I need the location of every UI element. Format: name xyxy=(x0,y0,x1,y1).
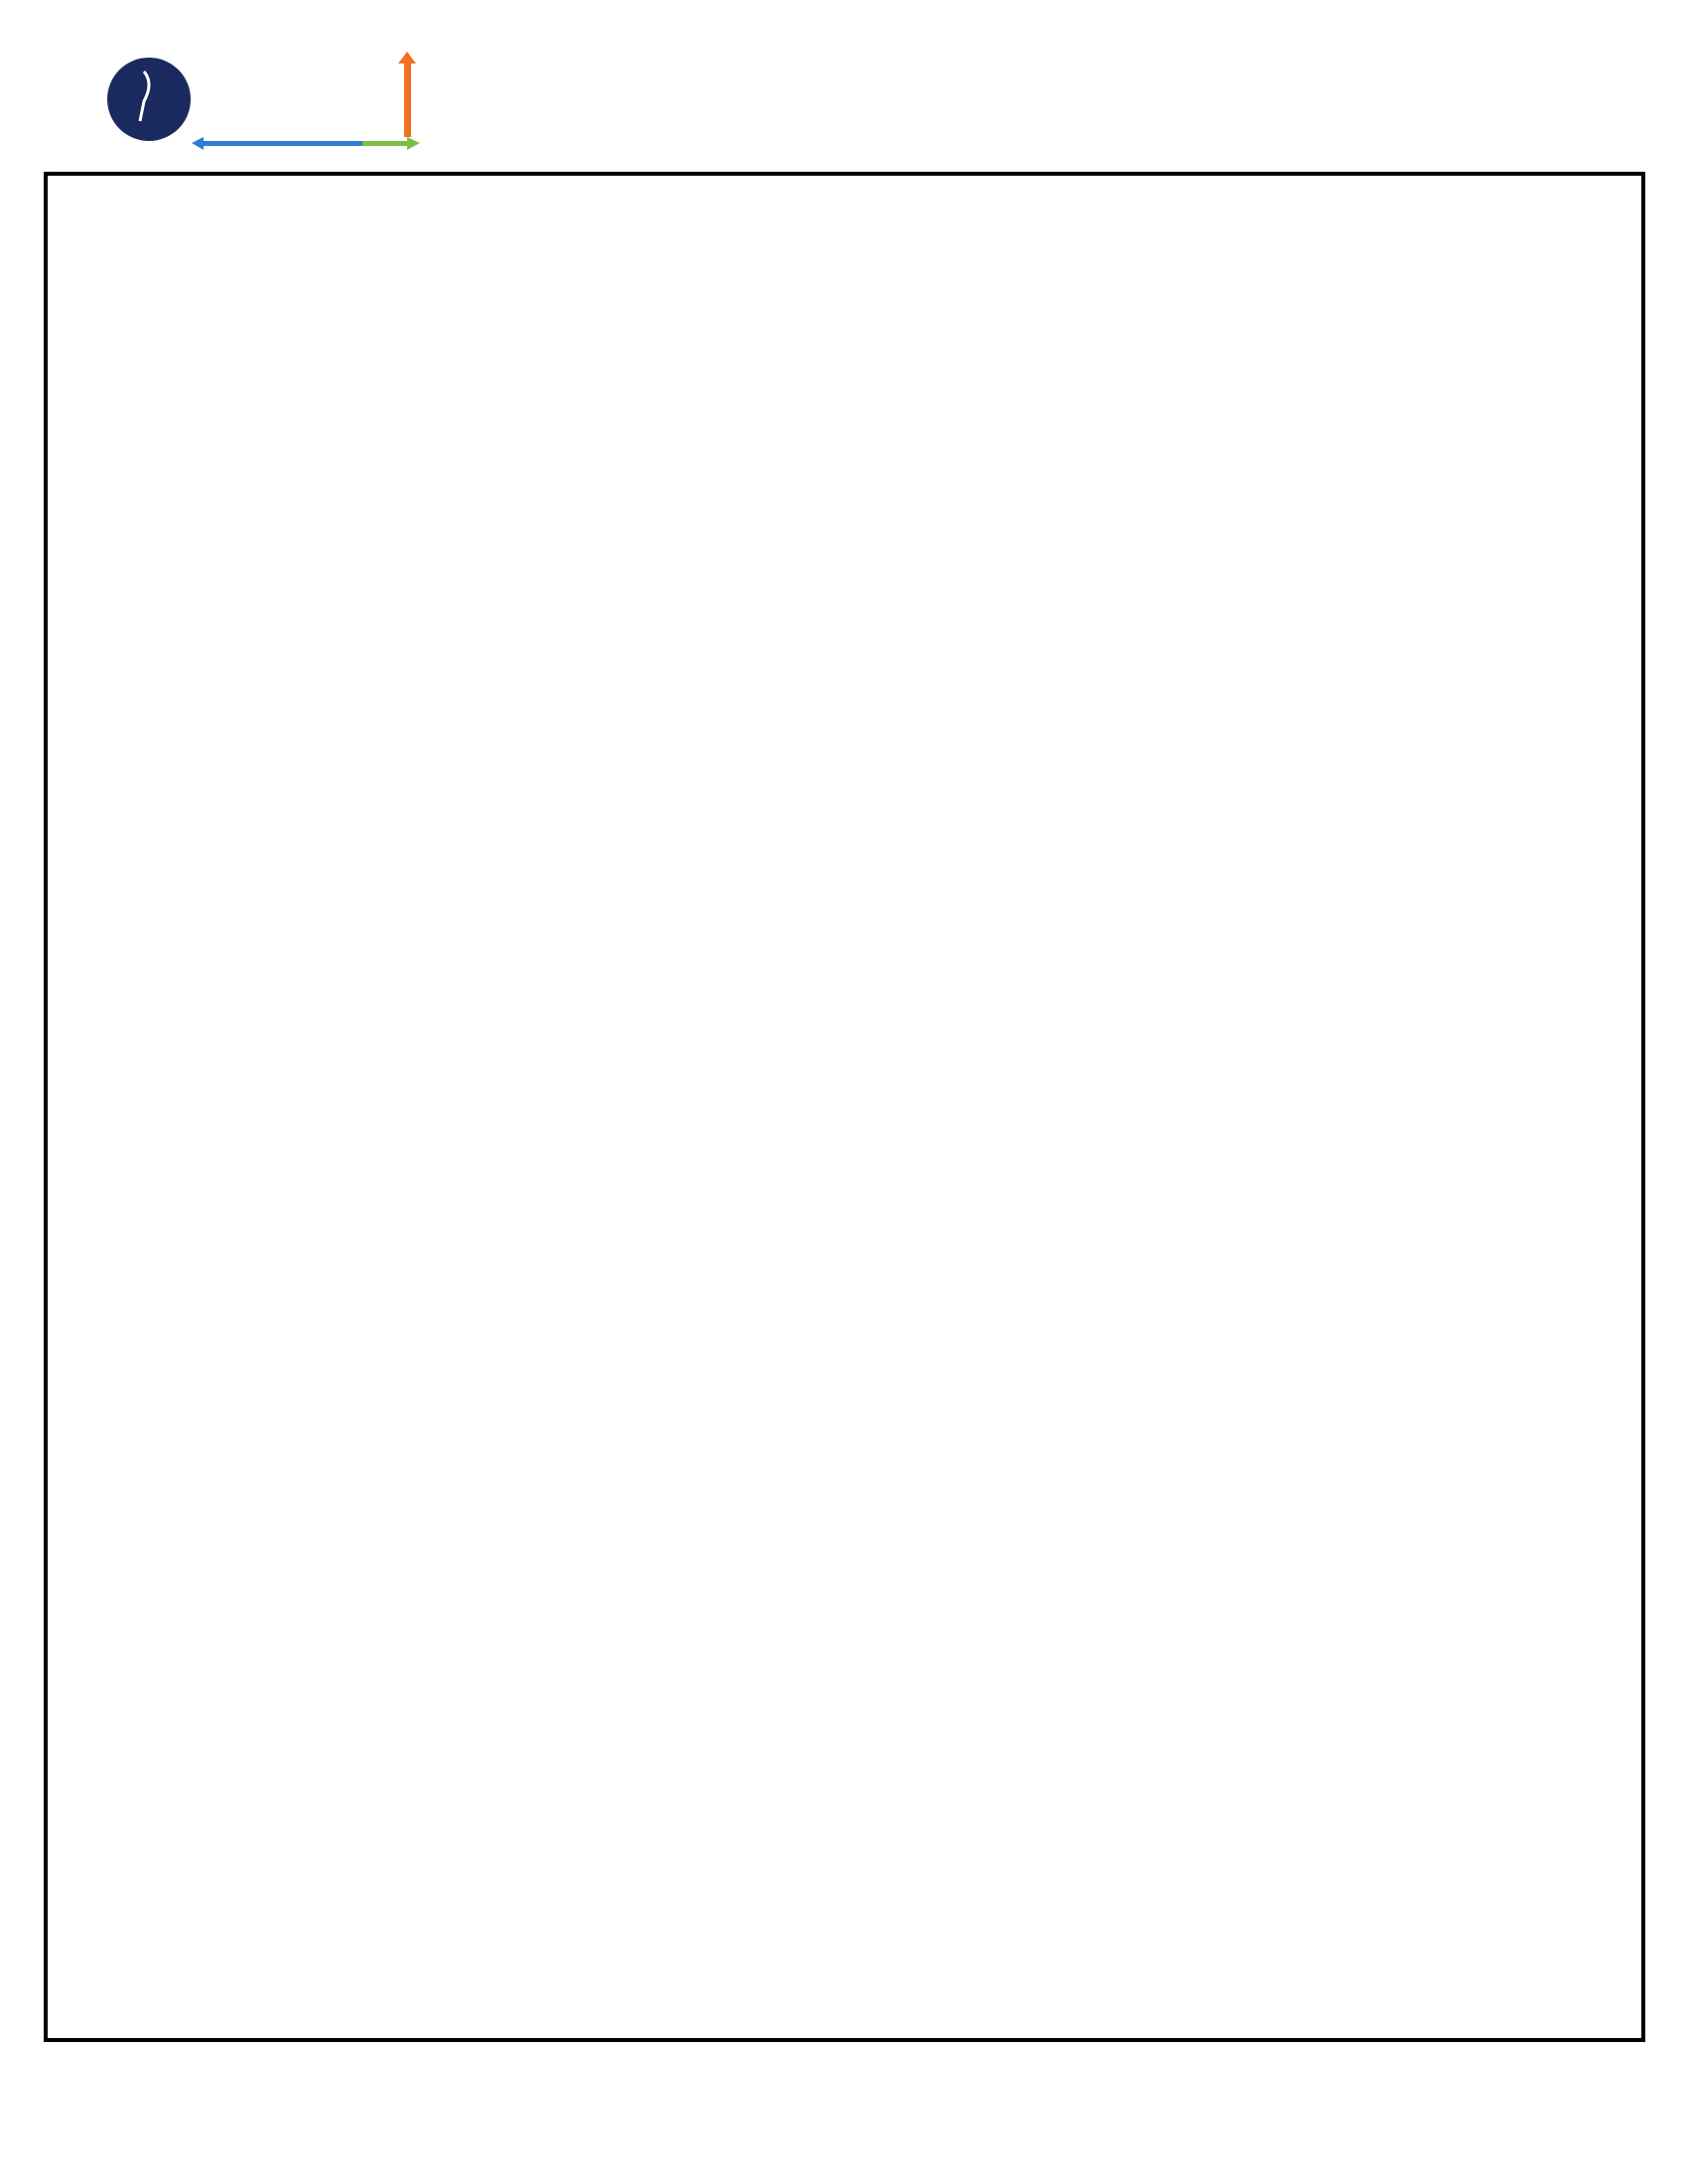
tcps-logo xyxy=(104,52,422,151)
page-header xyxy=(0,0,1688,169)
calendar-grid xyxy=(44,172,1645,2042)
